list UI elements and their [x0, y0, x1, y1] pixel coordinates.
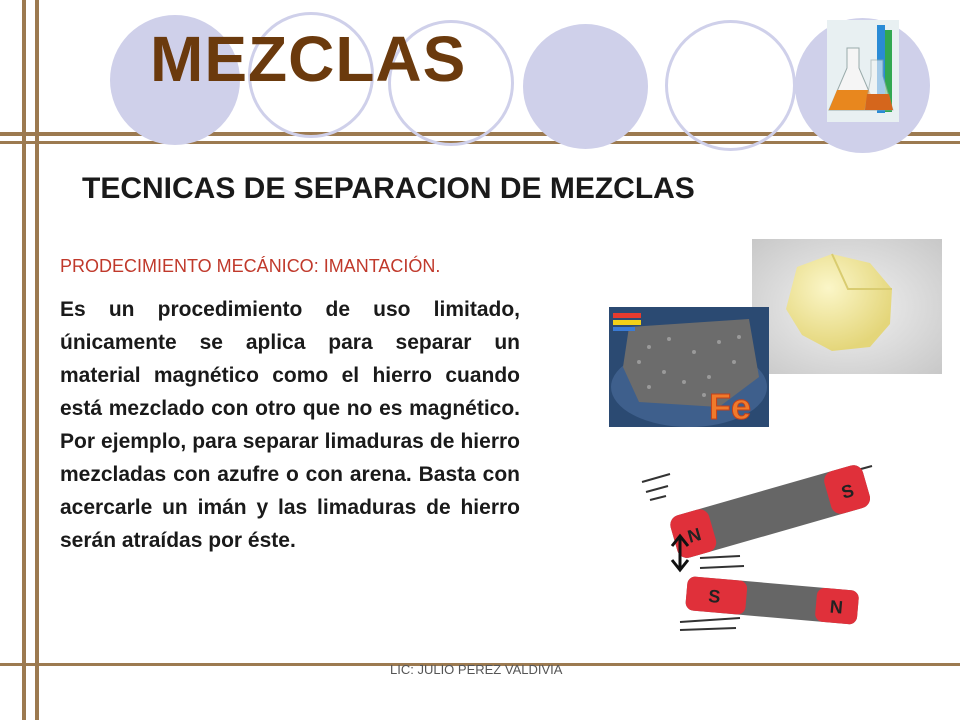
frame-vertical-line-1	[22, 0, 26, 720]
frame-horizontal-line-bottom	[0, 141, 960, 144]
iron-symbol-label: Fe	[709, 386, 752, 427]
magnet-upper-right-pole: S	[839, 480, 857, 503]
magnet-lower-left-pole: S	[707, 585, 722, 607]
magnet-lower-right-pole: N	[829, 596, 844, 618]
slide-subtitle: TECNICAS DE SEPARACION DE MEZCLAS	[82, 172, 695, 205]
magnet-upper-left-pole: N	[685, 524, 704, 547]
section-heading: PRODECIMIENTO MECÁNICO: IMANTACIÓN.	[60, 256, 441, 276]
magnets-illustration	[640, 440, 880, 640]
lab-flasks-picture	[827, 20, 899, 122]
iron-filings-picture	[609, 307, 769, 427]
slide-footer: LIC: JULIO PEREZ VALDIVIA	[390, 662, 563, 677]
frame-vertical-line-2	[35, 0, 39, 720]
body-paragraph: Es un procedimiento de uso limitado, únicamente se aplica para separar un material magnético como el hierro cuando está mezclado con otro que no es magnético. Por ejemplo, para separar limaduras de hierro mezcladas con azufre o con arena. Basta con acercarle un imán y las limaduras de hierro serán atraídas por éste.	[60, 298, 520, 552]
header-circle-5	[665, 20, 796, 151]
sulfur-rock-picture	[752, 239, 942, 374]
slide-title: MEZCLAS	[150, 23, 467, 95]
header-circle-4	[523, 24, 648, 149]
